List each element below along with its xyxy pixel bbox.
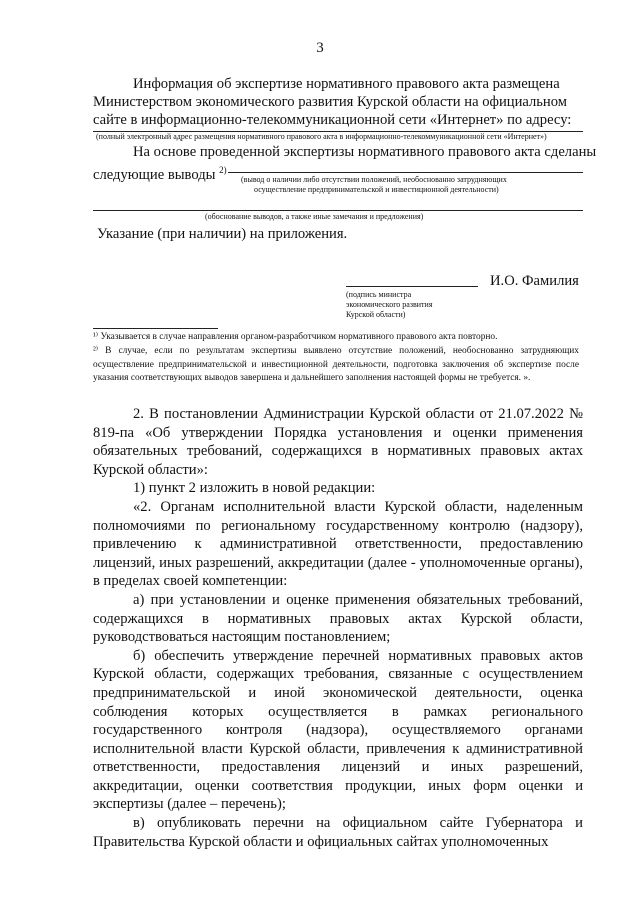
footnote-1: ¹⁾ Указывается в случае направления органом-разработчиком нормативного правового акта повторно.: [93, 332, 498, 342]
paragraph-a: а) при установлении и оценке применения обязательных требований, содержащихся в нормативных правовых актах Курской области, руководствоваться настоящим постановлением;: [93, 591, 583, 646]
reasoning-underline: [93, 210, 583, 211]
conclusion-label: следующие выводы: [93, 166, 216, 183]
conclusion-line-2: [93, 161, 227, 184]
info-line-2: Министерством экономического развития Курской области на официальном: [93, 94, 567, 110]
footnote-ref-2: 2): [219, 165, 227, 175]
conclusion-caption-1: (вывод о наличии либо отсутствии положений, необоснованно затрудняющих: [241, 175, 507, 184]
footnote-separator: [93, 328, 218, 329]
paragraph-subitem-1: 1) пункт 2 изложить в новой редакции:: [133, 480, 376, 497]
footnote-2: ²⁾ В случае, если по результатам экспертизы выявлено отсутствие положений, необоснованно затрудняющих осуществление предпринимательской и инвестиционной деятельности, подготовка заключения об экспертизе после указания соответствующих выводов завершена и дальнейшего заполнения настоящей формы не требуется. ».: [93, 346, 579, 384]
main-body: [93, 405, 583, 851]
signature-caption-1: (подпись министра: [346, 290, 412, 299]
signature-caption-3: Курской области): [346, 310, 406, 319]
info-line-3: сайте в информационно-телекоммуникационной сети «Интернет» по адресу:: [93, 112, 572, 128]
conclusion-caption-2: осуществление предпринимательской и инвестиционной деятельности): [254, 185, 499, 194]
signatory-name: И.О. Фамилия: [490, 273, 579, 289]
conclusion-line-1: На основе проведенной экспертизы нормативного правового акта сделаны: [133, 144, 597, 160]
attachments-line: Указание (при наличии) на приложения.: [97, 226, 348, 242]
info-caption: (полный электронный адрес размещения нормативного правового акта в информационно-телекоммуникационной сети «Интернет»): [96, 132, 547, 141]
page-number: 3: [316, 40, 324, 56]
paragraph-v: в) опубликовать перечни на официальном сайте Губернатора и Правительства Курской области и официальных сайтах уполномоченных: [93, 815, 583, 850]
reasoning-caption: (обоснование выводов, а также иные замечания и предложения): [205, 212, 424, 221]
info-line-1: Информация об экспертизе нормативного правового акта размещена: [133, 76, 560, 92]
paragraph-b: б) обеспечить утверждение перечней нормативных правовых актов Курской области, содержащих требования, связанные с осуществлением предпринимательской и иной экономической деятельности, оценка соблюдения которых осуществляется в рамках регионального государственного контроля (надзора), осуществляемого органами исполнительной власти Курской области, привлечения к административной ответственности, предоставления лицензий и иных разрешений, аккредитации, оценки соответствия продукции, иных форм оценки и экспертизы (далее – перечень);: [93, 647, 583, 813]
paragraph-new-edition: «2. Органам исполнительной власти Курской области, наделенным полномочиями по региональному государственному контролю (надзору), привлечению к административной ответственности, предоставлению лицензий, иных разрешений, аккредитации (далее - уполномоченные органы), в пределах своей компетенции:: [93, 498, 583, 590]
signature-line: [346, 286, 478, 287]
conclusion-underline: [228, 172, 583, 173]
paragraph-2: 2. В постановлении Администрации Курской области от 21.07.2022 № 819-па «Об утверждении Порядка установления и оценки применения обязательных требований, содержащихся в нормативных правовых актах Курской области»:: [93, 406, 583, 478]
signature-caption-2: экономического развития: [346, 300, 433, 309]
